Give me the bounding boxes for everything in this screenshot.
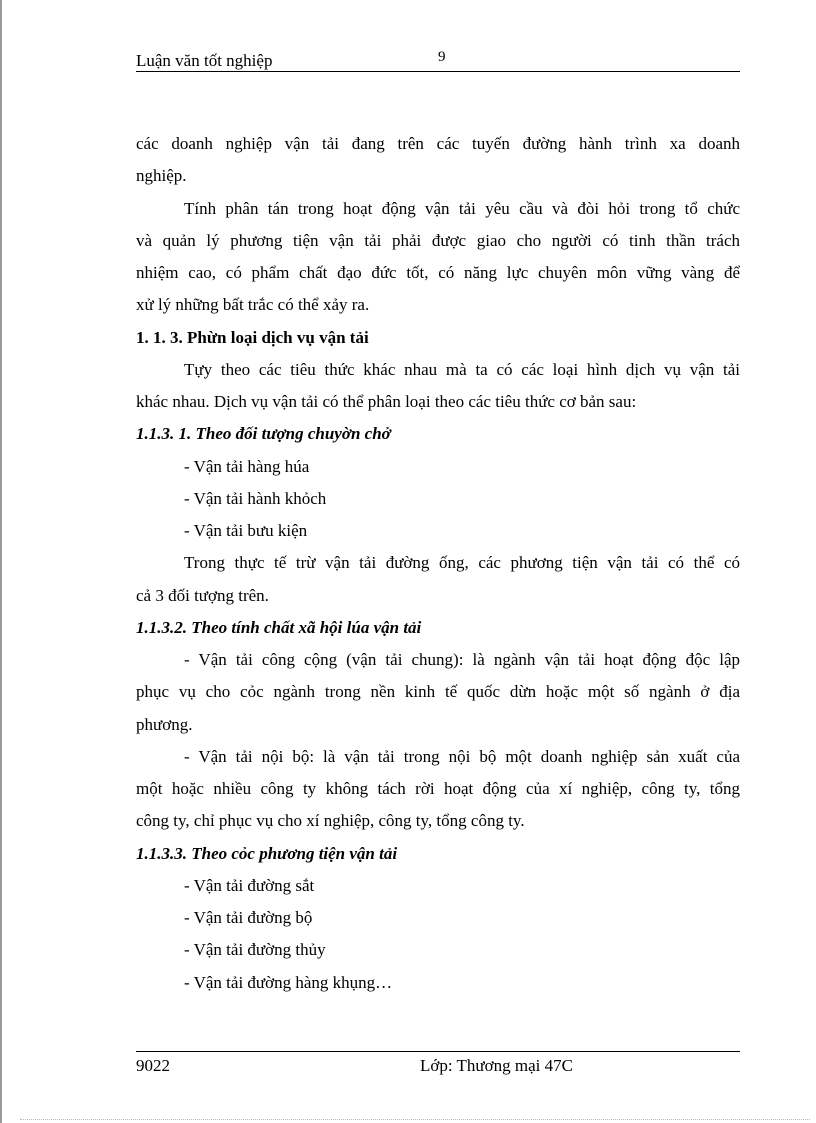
page-left-border <box>0 0 2 1123</box>
subsection-heading: 1.1.3.3. Theo cỏc phương tiện vận tải <box>136 844 398 863</box>
body-line: nghiệp. <box>136 166 187 185</box>
body-line: nhiệm cao, có phẩm chất đạo đức tốt, có năng lực chuyên môn vững vàng để <box>136 263 740 282</box>
paragraph-line: Trong thực tế trừ vận tải đường ống, các phương tiện vận tải có thể có <box>184 553 740 572</box>
body-line: phương. <box>136 715 193 734</box>
body-line: một hoặc nhiều công ty không tách rời hoạt động của xí nghiệp, công ty, tổng <box>136 779 740 798</box>
footer-class: Lớp: Thương mại 47C <box>420 1056 573 1075</box>
body-line: xử lý những bất trắc có thể xảy ra. <box>136 295 370 314</box>
body-line: công ty, chỉ phục vụ cho xí nghiệp, công ty, tổng công ty. <box>136 811 525 830</box>
paragraph-line: - Vận tải công cộng (vận tải chung): là ngành vận tải hoạt động độc lập <box>184 650 740 669</box>
body-line: phục vụ cho cỏc ngành trong nền kinh tế quốc dừn hoặc một số ngành ở địa <box>136 682 740 701</box>
body-line: các doanh nghiệp vận tải đang trên các tuyến đường hành trình xa doanh <box>136 134 740 153</box>
subsection-heading: 1.1.3. 1. Theo đối tượng chuyờn chở <box>136 424 391 443</box>
list-item: - Vận tải hàng húa <box>184 457 310 476</box>
page-footer <box>136 1051 740 1075</box>
section-heading: 1. 1. 3. Phừn loại dịch vụ vận tải <box>136 328 369 347</box>
paragraph-line: Tính phân tán trong hoạt động vận tải yêu cầu và đòi hỏi trong tổ chức <box>184 199 740 218</box>
list-item: - Vận tải đường thủy <box>184 940 326 959</box>
footer-code: 9022 <box>136 1056 170 1075</box>
list-item: - Vận tải đường hàng khụng… <box>184 973 393 992</box>
paragraph-line: Tựy theo các tiêu thức khác nhau mà ta có các loại hình dịch vụ vận tải <box>184 360 740 379</box>
list-item: - Vận tải đường bộ <box>184 908 313 927</box>
header-title: Luận văn tốt nghiệp <box>136 51 273 70</box>
page-header <box>136 44 740 72</box>
list-item: - Vận tải bưu kiện <box>184 521 308 540</box>
body-line: cả 3 đối tượng trên. <box>136 586 269 605</box>
page-number: 9 <box>438 49 446 65</box>
page-bottom-dotted-border <box>20 1119 810 1120</box>
body-line: khác nhau. Dịch vụ vận tải có thể phân loại theo các tiêu thức cơ bản sau: <box>136 392 637 411</box>
list-item: - Vận tải hành khỏch <box>184 489 327 508</box>
paragraph-line: - Vận tải nội bộ: là vận tải trong nội bộ một doanh nghiệp sản xuất của <box>184 747 740 766</box>
body-line: và quản lý phương tiện vận tải phải được giao cho người có tinh thần trách <box>136 231 740 250</box>
subsection-heading: 1.1.3.2. Theo tính chất xã hội lúa vận tải <box>136 618 422 637</box>
list-item: - Vận tải đường sắt <box>184 876 315 895</box>
